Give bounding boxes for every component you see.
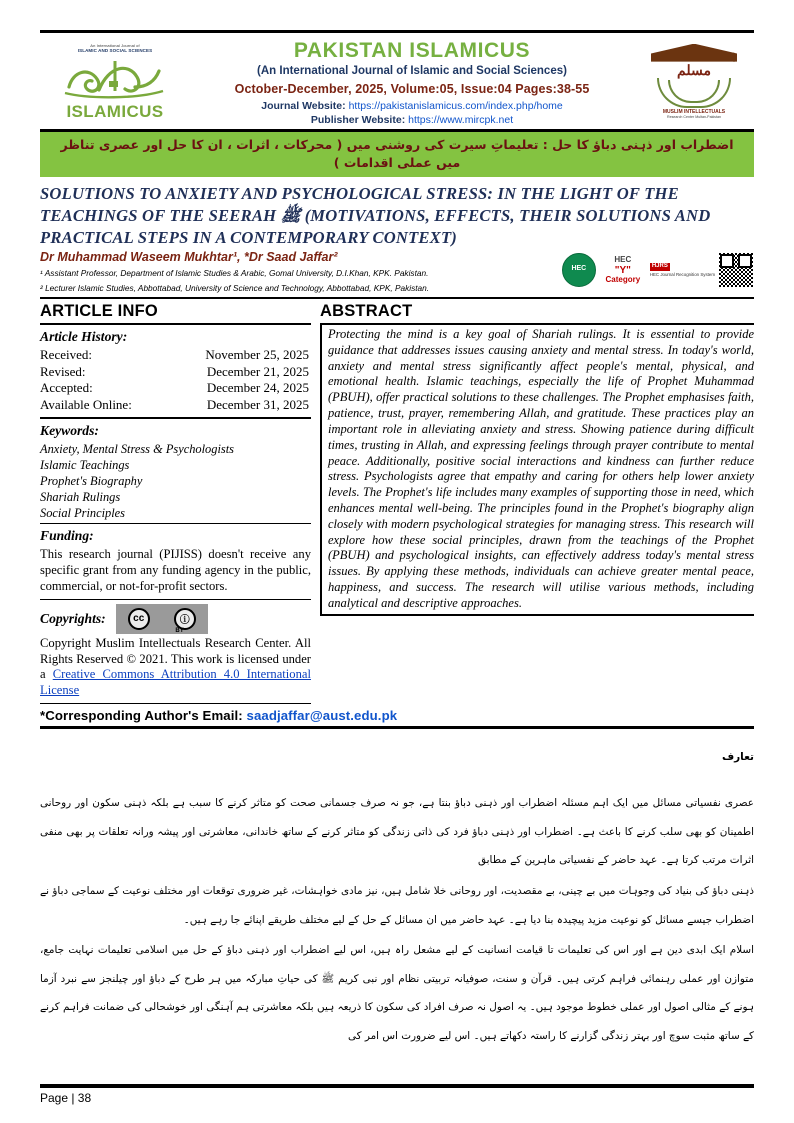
history-value: December 21, 2025: [206, 363, 309, 379]
article-history-row: [40, 364, 311, 381]
qr-code-icon[interactable]: [718, 252, 754, 288]
author-affiliation-2: ² Lecturer Islamic Studies, Abbottabad, University of Science and Technology, Abbottabad, KPK, Pakistan.: [40, 282, 430, 293]
history-value: December 31, 2025: [206, 396, 309, 412]
urdu-paragraph: اسلام ایک ابدی دین ہے اور اس کی تعلیمات تا قیامت انسانیت کے لیے مشعل راہ ہیں، اس لیے اضطراب اور ذہنی دباؤ کے حل میں اسلامی تعلیمات نہایت جامع، متوازن اور عملی رہنمائی فراہم کرتی ہیں۔ قرآن و سنت، صوفیانہ تربیتی نظام اور نبی کریم ﷺ کی حیاتِ مبارکہ میں ہر طرح کے دباؤ اور چیلنجز سے نبرد آزما ہونے کے مثالی اصول اور عملی خطوط موجود ہیں۔ یہ اصول نہ صرف افراد کی سکون کا ذریعہ ہیں بلکہ معاشرتی ہم آہنگی اور خوشحالی کی ضمانت فراہم کرنے کے ساتھ مثبت سوچ اور بہتر زندگی گزارنے کا راستہ دکھاتے ہیں۔ اس لیے ضرورت اس امر کی: [40, 944, 754, 1043]
author-affiliation-1: ¹ Assistant Professor, Department of Islamic Studies & Arabic, Gomal University, D.I.Khan, KPK. Pakistan.: [40, 268, 429, 279]
abstract-column: [311, 301, 754, 704]
authors-bottom-rule: [40, 297, 754, 299]
islamicus-logo-tagline: [78, 43, 152, 54]
journal-title: PAKISTAN ISLAMICUS: [293, 39, 531, 62]
copyright-text: [40, 636, 311, 699]
article-history-row: [40, 380, 311, 397]
mirc-name-sub: Research Center Multan-Pakistan: [667, 114, 721, 119]
journal-issue-line: October-December, 2025, Volume:05, Issue:04 Pages:38-55: [234, 82, 590, 97]
cc-by-person-icon: ⓘ: [174, 608, 196, 630]
mirc-arabic-wordmark: مسلم: [677, 63, 711, 79]
mirc-name-main: MUSLIM INTELLECTUALS: [662, 108, 726, 115]
keywords-heading: Keywords:: [40, 422, 99, 438]
history-label: Available Online:: [40, 396, 132, 412]
journal-subtitle: (An International Journal of Islamic and Social Sciences): [257, 65, 567, 78]
article-history-heading: Article History:: [40, 329, 128, 344]
masthead-center: [190, 37, 634, 127]
copyrights-bottom-rule: [40, 703, 311, 704]
hec-badge-line2: "Y": [614, 264, 631, 276]
abstract-box: [320, 325, 754, 614]
article-history-row: [40, 397, 311, 414]
corresponding-author-line: [40, 704, 754, 726]
abstract-heading: ABSTRACT: [320, 302, 413, 320]
keyword-item: Shariah Rulings: [40, 489, 121, 504]
urdu-section-heading: تعارف: [721, 751, 754, 764]
publisher-website-label: Publisher Website:: [310, 114, 406, 127]
hec-category-badge: [599, 256, 647, 285]
publisher-website-url[interactable]: https://www.mircpk.net: [408, 114, 514, 127]
corresponding-author-email[interactable]: saadjaffar@aust.edu.pk: [246, 708, 398, 724]
islamicus-calligraphy-icon: [63, 57, 167, 101]
keyword-item: Prophet's Biography: [40, 473, 143, 488]
license-link[interactable]: Creative Commons Attribution 4.0 International License: [40, 667, 311, 698]
urdu-paragraph: عصری نفسیاتی مسائل میں ایک اہم مسئلہ اضطراب اور ذہنی دباؤ بنتا ہے، جو نہ صرف جسمانی صحت کو متاثر کرنے کا سبب ہے بلکہ ذہنی سکون اور روحانی اطمینان کو بھی سلب کرنے کا باعث ہے۔ اضطراب اور ذہنی دباؤ فرد کی ذاتی زندگی کو متاثر کرنے کے ساتھ خاندانی، معاشرتی اور پیشہ ورانہ تعلقات پر بھی منفی اثرات مرتب کرتا ہے۔ عہد حاضر کے نفسیاتی ماہرین کے مطابق: [40, 797, 754, 867]
publisher-website-row: [196, 113, 628, 127]
article-history-row: [40, 347, 311, 364]
urdu-paragraph: ذہنی دباؤ کی بنیاد کی وجوہات میں بے چینی، بے مقصدیت، اور روحانی خلا شامل ہیں، نیز مادی خواہشات، غیر ضروری توقعات اور مختلف نوعیت کے سماجی دباؤ نے اضطراب جیسے مسائل کو نوعیت مزید پیچیدہ بنا دیا ہے۔ عہد حاضر میں ان مسائل کے حل کے لیے مختلف طریقے اپنائے جا رہے ہیں۔: [40, 884, 754, 926]
islamicus-logo: [40, 37, 190, 127]
corresponding-bottom-rule: [40, 726, 754, 729]
hjrs-tag: HJRS: [651, 262, 668, 269]
urdu-title: اضطراب اور ذہنی دباؤ کا حل : تعلیماتِ سیرت کی روشنی میں ( محرکات ، اثرات ، ان کا حل اور عصری تناظر میں عملی اقدامات ): [60, 137, 734, 171]
funding-bottom-rule: [40, 599, 311, 600]
journal-website-url[interactable]: https://pakistanislamicus.com/index.php/home: [348, 100, 563, 113]
mirc-logo: [634, 37, 754, 127]
history-label: Received:: [40, 347, 92, 362]
author-names: Dr Muhammad Waseem Mukhtar¹, *Dr Saad Jaffar²: [40, 250, 338, 265]
hec-seal-icon: [562, 253, 596, 287]
urdu-body-text: [40, 789, 754, 1050]
hjrs-text: HEC Journal Recognition System: [649, 271, 715, 277]
abstract-bottom-rule: [320, 614, 754, 616]
funding-heading: Funding:: [40, 528, 94, 544]
page-number: Page | 38: [40, 1091, 92, 1105]
creative-commons-badge-icon: [116, 604, 208, 634]
article-info-heading: ARTICLE INFO: [40, 302, 158, 320]
copyrights-heading: Copyrights:: [40, 610, 106, 626]
authors-left: [40, 250, 604, 294]
article-info-column: [40, 301, 311, 704]
cc-by-label: BY: [175, 627, 184, 634]
journal-website-row: [196, 99, 628, 113]
page-footer: [40, 1084, 754, 1105]
laurel-wreath-icon: [657, 78, 731, 108]
hjrs-badge: [650, 263, 715, 278]
hec-badge-line1: HEC: [614, 254, 632, 264]
copyright-statement: Copyright Muslim Intellectuals Research Center. All Rights Reserved © 2021. This work is licensed under a: [40, 635, 311, 682]
keyword-item: Islamic Teachings: [40, 457, 130, 472]
keyword-item: Social Principles: [40, 506, 125, 520]
journal-websites: [196, 99, 628, 127]
hec-badge-line3: Category: [605, 274, 641, 284]
islamicus-tagline-small: An International Journal of: [90, 42, 140, 48]
islamicus-wordmark: ISLAMICUS: [66, 101, 164, 121]
history-bottom-rule: [40, 417, 311, 419]
abstract-text: Protecting the mind is a key goal of Shariah rulings. It is essential to provide guidance that addresses issues causing anxiety and mental stress. In today's world, anxiety and mental stress significantly affect people's mental, physical, and emotional health. Islamic teachings, especially the life of Prophet Muhammad (PBUH), offer practical solutions to these challenges. The Prophet emphasises faith, patience, trust, prayer, remembering Allah, and gratitude. These practices play an important role in alleviating anxiety and stress. Showing patience during difficult times, trusting in Allah, and expressing feelings through prayer contribute to mental peace. Additionally, positive social interactions and kindness can further reduce stress. Psychologists agree that empathy and caring for others help lower anxiety levels. The Prophet's life includes many examples of supporting those in need, which enhances mental well-being. The principles found in the Prophet's biography align closely with modern psychological strategies for managing stress. This research will explore how these social principles, drawn from the teachings of the Prophet (PBUH) and psychological insights, can effectively address today's mental stress issues. By applying these methods, individuals can achieve greater mental peace, happiness, and success. The research will utilise various methods, including analytical and descriptive approaches.: [328, 327, 754, 610]
funding-text: This research journal (PIJISS) doesn't receive any specific grant from any funding agency in the public, commercial, or not-for-profit sectors.: [40, 547, 311, 593]
corresponding-author-label: *Corresponding Author's Email:: [40, 708, 243, 724]
history-value: December 24, 2025: [206, 380, 309, 396]
history-label: Accepted:: [40, 380, 93, 396]
cc-icon: cc: [128, 608, 150, 630]
keyword-item: Anxiety, Mental Stress & Psychologists: [40, 441, 234, 456]
copyrights-header-row: [40, 604, 311, 634]
history-label: Revised:: [40, 363, 86, 379]
history-value: November 25, 2025: [205, 347, 309, 362]
islamicus-tagline-main: ISLAMIC AND SOCIAL SCIENCES: [77, 47, 153, 53]
keywords-list: [40, 441, 311, 524]
keywords-bottom-rule: [40, 523, 311, 524]
article-info-abstract-table: [40, 301, 754, 704]
mirc-name: [663, 109, 725, 119]
journal-masthead: [40, 33, 754, 129]
journal-website-label: Journal Website:: [261, 100, 346, 113]
page-title: SOLUTIONS TO ANXIETY AND PSYCHOLOGICAL STRESS: IN THE LIGHT OF THE TEACHINGS OF THE SEERAH ﷺ (MOTIVATIONS, EFFECTS, THEIR SOLUTIONS AND PRACTICAL STEPS IN A CONTEMPORARY CONTEXT): [40, 184, 711, 247]
article-info-heading-rule: [40, 323, 311, 325]
graduation-cap-icon: [651, 44, 737, 62]
recognition-badges: [604, 250, 754, 288]
urdu-title-banner: [40, 132, 754, 177]
authors-block: [40, 250, 754, 294]
